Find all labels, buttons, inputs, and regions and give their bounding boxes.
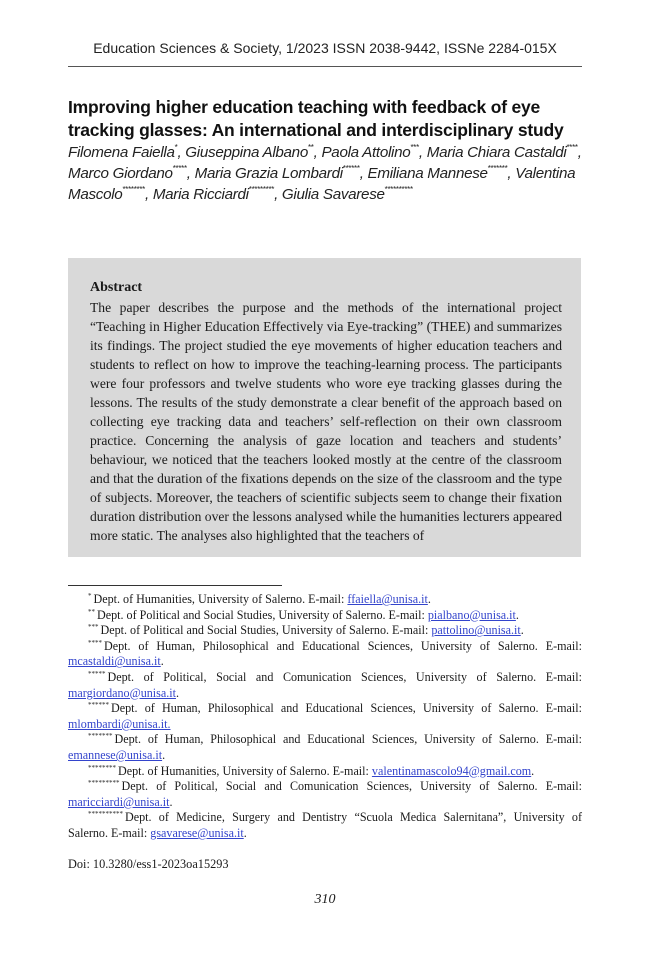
author-name: Giulia Savarese — [281, 186, 385, 203]
author-mark: ** — [307, 143, 314, 152]
footnote — [68, 810, 582, 841]
footnote-mark: ****** — [88, 701, 109, 710]
footnote — [68, 608, 582, 624]
email-link[interactable]: gsavarese@unisa.it — [150, 825, 244, 840]
abstract-text: The paper describes the purpose and the methods of the international project “Teaching in Higher Education Effectively via Eye-tracking” (THEE) and summarizes its findings. The project studied the eye movements of higher education teachers and students to reflect on how to improve the teaching-learning process. The participants were four professors and twelve students who wore eye tracking glasses during the lessons. The results of the study demonstrate a clear benefit of the approach based on collecting eye tracking data and teachers’ self-reflection on their own classroom practice. Concerning the analysis of gaze location and teachers and students’ behaviour, we noticed that the teachers looked mostly at the centre of the classroom and that the duration of the fixations depends on the size of the classroom and the type of subjects. Moreover, the teachers of scientific subjects seem to change their fixation duration distribution over the lessons analysed while the humanities lecturers appeared more static. The analyses also highlighted that the teachers of — [90, 300, 562, 543]
email-link[interactable]: maricciardi@unisa.it — [68, 794, 170, 809]
email-link[interactable]: ffaiella@unisa.it — [347, 592, 428, 606]
footnote — [68, 701, 582, 732]
email-link[interactable]: valentinamascolo94@gmail.com — [371, 763, 532, 778]
footnote-mark: ********* — [88, 779, 120, 788]
footnote-mark: **** — [88, 638, 102, 647]
author-mark: **** — [566, 143, 578, 152]
footnote-punct: . — [175, 685, 180, 700]
author-name: Maria Ricciardi — [152, 186, 249, 203]
footnote-text: Dept. of Human, Philosophical and Educational Sciences, University of Salerno. E-mail: — [104, 638, 582, 653]
author-mark: ****** — [342, 164, 360, 173]
footnote-mark: ********** — [88, 810, 123, 819]
author-name: Filomena Faiella — [68, 144, 175, 161]
footnote — [68, 670, 582, 701]
footnote — [68, 592, 582, 608]
author-name: Paola Attolino — [321, 144, 411, 161]
email-link[interactable]: mlombardi@unisa.it. — [68, 716, 171, 731]
footnote-punct: . — [427, 592, 431, 606]
doi: Doi: 10.3280/ess1-2023oa15293 — [68, 857, 229, 871]
footnote-mark: ******** — [88, 763, 116, 772]
author-name: Marco Giordano — [68, 165, 173, 182]
page-number: 310 — [314, 892, 336, 907]
abstract-heading: Abstract — [90, 280, 143, 295]
footnotes — [68, 592, 582, 842]
footnote-punct: . — [243, 825, 247, 840]
journal-header: Education Sciences & Society, 1/2023 ISSN 2038-9442, ISSNe 2284-015X — [93, 40, 557, 56]
author-name: Emiliana Mannese — [367, 165, 488, 182]
footnote-mark: ***** — [88, 669, 106, 678]
author-mark: ******* — [487, 164, 508, 173]
footnote-text: Dept. of Political and Social Studies, University of Salerno. E-mail: — [97, 607, 428, 622]
author-mark: ********** — [384, 185, 413, 194]
footnote-mark: ******* — [88, 732, 113, 741]
footnote-punct: . — [160, 654, 164, 669]
email-link[interactable]: emannese@unisa.it — [68, 747, 163, 762]
author-mark: ******** — [122, 185, 145, 194]
footnote-text: Dept. of Medicine, Surgery and Dentistry “Scuola Medica Salernitana”, University of Salerno. E-mail: — [68, 810, 582, 840]
footnote — [68, 639, 582, 670]
footnote-mark: *** — [88, 623, 99, 632]
author-mark: * — [174, 143, 178, 152]
footnote-mark: ** — [88, 607, 95, 616]
footnote — [68, 623, 582, 639]
footnote-punct: . — [515, 607, 519, 622]
footnote-text: Dept. of Human, Philosophical and Educational Sciences, University of Salerno. E-mail: — [111, 701, 582, 716]
email-link[interactable]: pialbano@unisa.it — [427, 607, 516, 622]
author-name: Maria Chiara Castaldi — [426, 144, 567, 161]
paper-title: Improving higher education teaching with feedback of eye tracking glasses: An international and interdisciplinary study — [68, 97, 564, 140]
email-link[interactable]: mcastaldi@unisa.it — [68, 654, 161, 669]
footnote-text: Dept. of Political, Social and Comunication Sciences, University of Salerno. E-mail: — [121, 779, 582, 794]
footnote-punct: . — [520, 623, 524, 638]
footnote — [68, 779, 582, 810]
author-name: Maria Grazia Lombardi — [194, 165, 343, 182]
footnote-text: Dept. of Human, Philosophical and Educational Sciences, University of Salerno. E-mail: — [114, 732, 582, 747]
footnote — [68, 732, 582, 763]
footnote-rule — [68, 585, 282, 586]
author-name: Giuseppina Albano — [185, 144, 308, 161]
footnote-punct: . — [169, 794, 173, 809]
email-link[interactable]: margiordano@unisa.it — [68, 685, 176, 700]
author-list: Filomena Faiella*, Giuseppina Albano**, Paola Attolino***, Maria Chiara Castaldi****, Marco Giordano*****, Maria Grazia Lombardi******, Emiliana Mannese*******, Valentina Mascolo********, Maria Ricciardi*********, Giulia Savarese********** — [68, 143, 582, 203]
author-name: Valentina Mascolo — [68, 165, 576, 203]
footnote — [68, 764, 582, 780]
author-mark: ********* — [248, 185, 275, 194]
footnote-punct: . — [162, 747, 166, 762]
footnote-punct: . — [531, 763, 535, 778]
header-rule — [68, 66, 582, 67]
footnote-text: Dept. of Political, Social and Comunication Sciences, University of Salerno. E-mail: — [107, 669, 582, 684]
author-mark: *** — [410, 143, 419, 152]
email-link[interactable]: pattolino@unisa.it — [431, 623, 521, 638]
footnote-mark: * — [88, 592, 92, 600]
footnote-text: Dept. of Political and Social Studies, University of Salerno. E-mail: — [100, 623, 432, 638]
author-mark: ***** — [172, 164, 187, 173]
footnote-text: Dept. of Humanities, University of Salerno. E-mail: — [93, 592, 348, 606]
footnote-text: Dept. of Humanities, University of Salerno. E-mail: — [118, 763, 372, 778]
